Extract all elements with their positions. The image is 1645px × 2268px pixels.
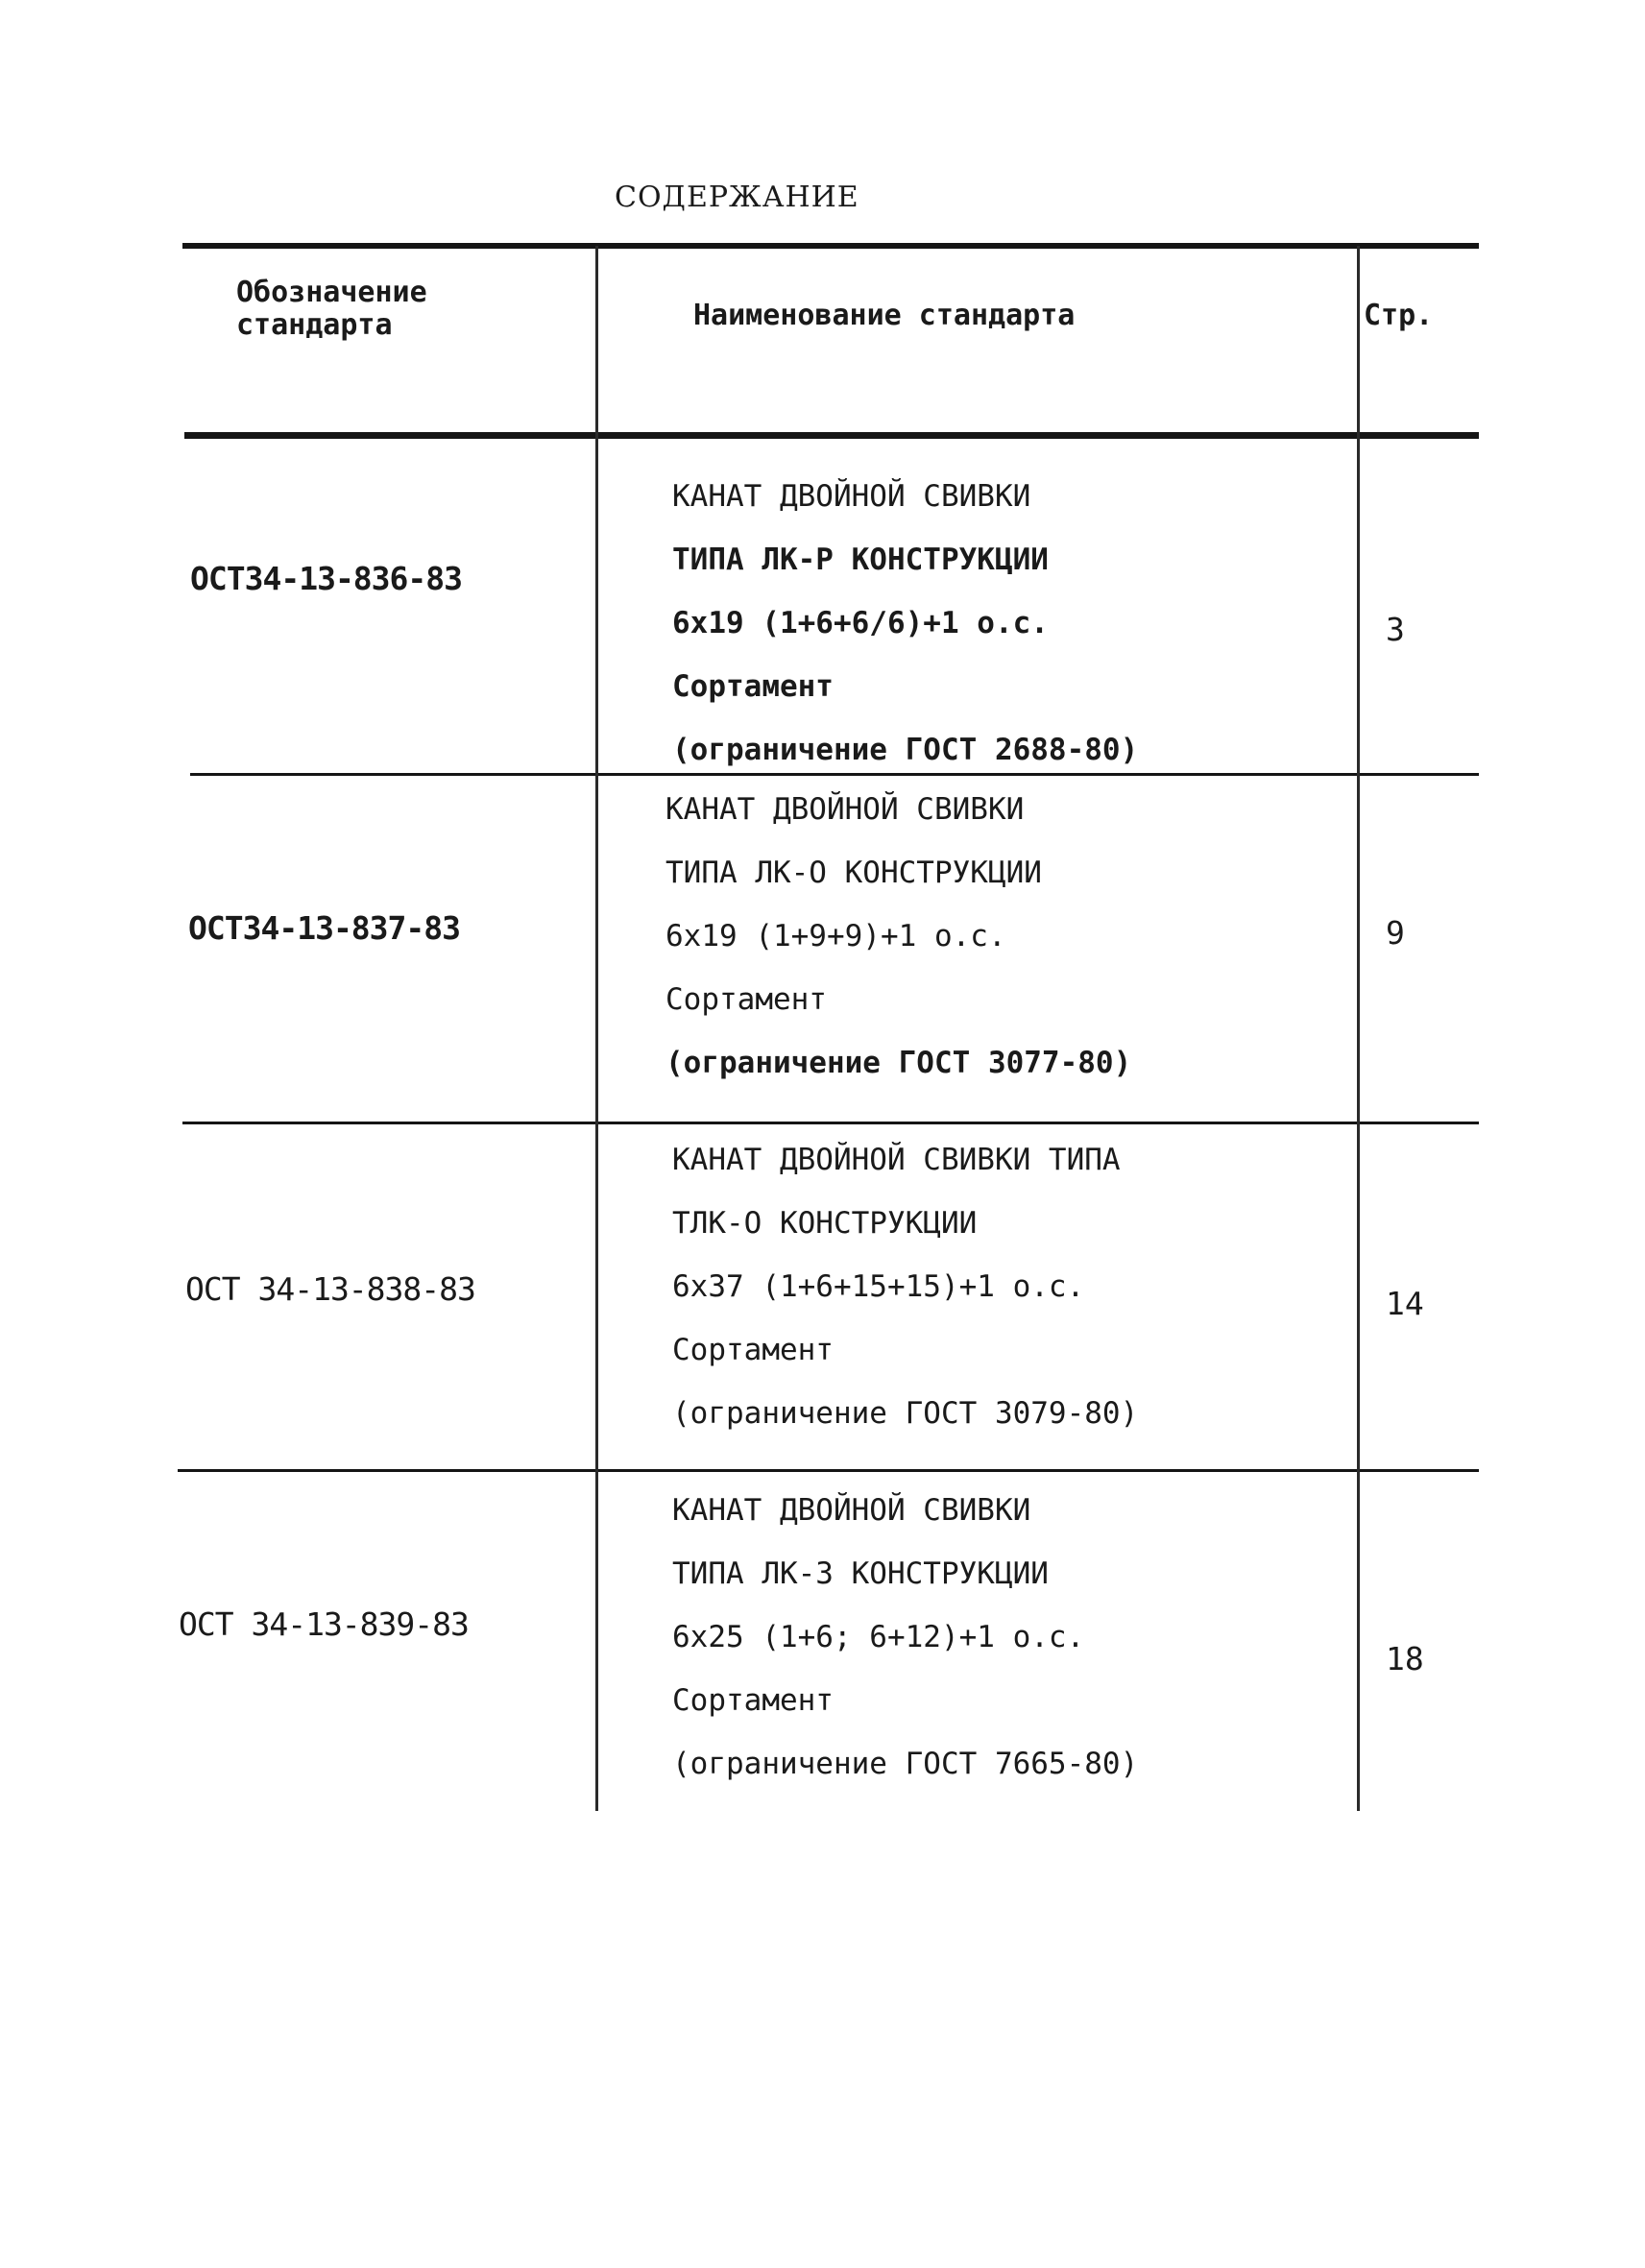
column-divider-left (595, 246, 598, 1811)
name-line: КАНАТ ДВОЙНОЙ СВИВКИ (672, 479, 1031, 514)
row-name (672, 465, 1138, 782)
name-line: 6х37 (1+6+15+15)+1 о.с. (672, 1269, 1085, 1304)
name-line: 6х19 (1+6+6/6)+1 о.с. (672, 606, 1049, 640)
name-line: КАНАТ ДВОЙНОЙ СВИВКИ ТИПА (672, 1143, 1121, 1177)
name-line: (ограничение ГОСТ 2688-80) (672, 733, 1139, 767)
name-line: Сортамент (672, 1333, 834, 1367)
name-line: Сортамент (672, 1683, 834, 1718)
row-page: 14 (1386, 1285, 1424, 1322)
name-line: КАНАТ ДВОЙНОЙ СВИВКИ (665, 792, 1025, 827)
name-line: ТЛК-О КОНСТРУКЦИИ (672, 1206, 978, 1241)
table-top-rule (182, 243, 1479, 249)
name-line: Сортамент (672, 669, 834, 704)
row-code: ОСТ34-13-836-83 (190, 560, 463, 597)
header-designation: Обозначение стандарта (236, 276, 427, 342)
name-line: ТИПА ЛК-О КОНСТРУКЦИИ (665, 856, 1042, 890)
header-name: Наименование стандарта (693, 299, 1076, 332)
name-line: (ограничение ГОСТ 7665-80) (672, 1747, 1139, 1781)
name-line: ТИПА ЛК-Р КОНСТРУКЦИИ (672, 543, 1049, 577)
name-line: (ограничение ГОСТ 3077-80) (665, 1046, 1132, 1080)
page-title: СОДЕРЖАНИЕ (615, 181, 859, 214)
name-line: 6х19 (1+9+9)+1 о.с. (665, 919, 1006, 953)
name-line: 6х25 (1+6; 6+12)+1 о.с. (672, 1620, 1085, 1654)
row-name (665, 778, 1131, 1095)
header-bottom-rule (184, 432, 1479, 439)
header-page: Стр. (1364, 299, 1434, 332)
row-divider-3 (178, 1469, 1479, 1472)
name-line: Сортамент (665, 982, 827, 1017)
name-line: КАНАТ ДВОЙНОЙ СВИВКИ (672, 1493, 1031, 1528)
row-page: 9 (1386, 914, 1405, 952)
row-name (672, 1128, 1138, 1445)
row-name (672, 1479, 1138, 1796)
name-line: ТИПА ЛК-З КОНСТРУКЦИИ (672, 1556, 1049, 1591)
row-page: 3 (1386, 611, 1405, 648)
row-page: 18 (1386, 1640, 1424, 1677)
row-code: ОСТ34-13-837-83 (188, 909, 461, 947)
row-code: ОСТ 34-13-838-83 (185, 1270, 475, 1308)
name-line: (ограничение ГОСТ 3079-80) (672, 1396, 1139, 1431)
row-code: ОСТ 34-13-839-83 (179, 1605, 469, 1643)
column-divider-right (1357, 246, 1360, 1811)
row-divider-2 (182, 1122, 1479, 1124)
